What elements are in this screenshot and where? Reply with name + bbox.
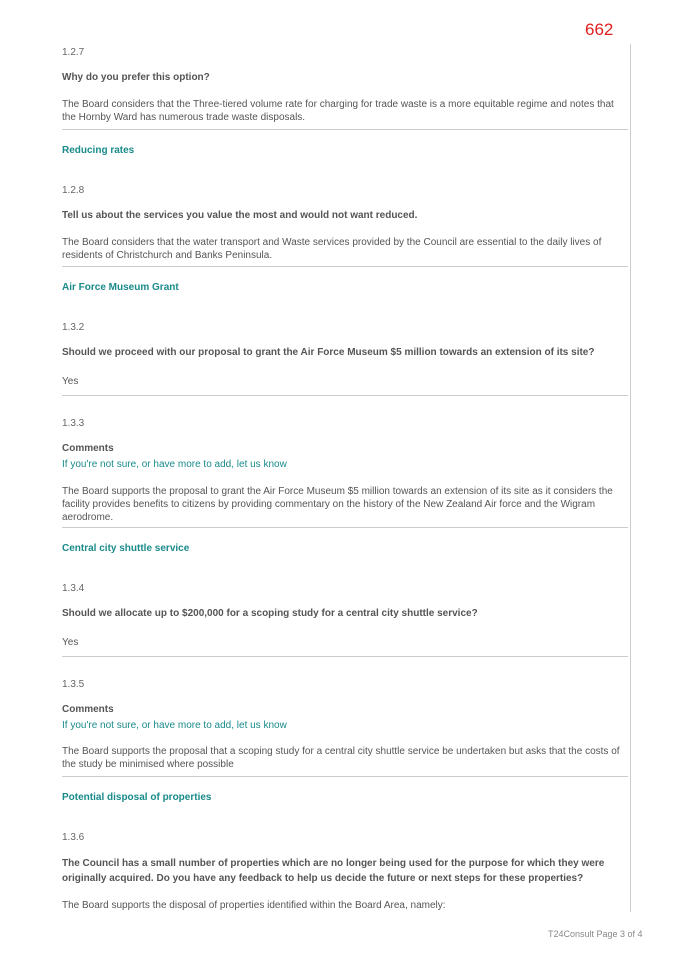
- comments-hint: If you're not sure, or have more to add, let us know: [62, 459, 287, 470]
- answer-text: The Board supports the proposal to grant the Air Force Museum $5 million towards an extension of its site as it considers the facility provides benefits to citizens by providing commentary on the history of the New Zealand Air force and the Wigram aerodrome.: [62, 486, 613, 523]
- answer-text: The Board considers that the water transport and Waste services provided by the Council are essential to the daily lives of residents of Christchurch and Banks Peninsula.: [62, 237, 602, 261]
- question-text: Should we proceed with our proposal to grant the Air Force Museum $5 million towards an extension of its site?: [62, 347, 595, 358]
- question-number: 1.3.4: [62, 583, 85, 594]
- divider: [62, 656, 628, 657]
- question-number: 1.3.2: [62, 322, 85, 333]
- answer-text: The Board supports the disposal of properties identified within the Board Area, namely:: [62, 900, 446, 911]
- section-heading: Central city shuttle service: [62, 543, 190, 554]
- question-text: Tell us about the services you value the most and would not want reduced.: [62, 210, 418, 221]
- question-number: 1.2.7: [62, 47, 85, 58]
- page-footer: T24Consult Page 3 of 4: [548, 929, 643, 939]
- right-border-line: [630, 44, 631, 912]
- comments-label: Comments: [62, 704, 114, 715]
- divider: [62, 527, 628, 528]
- question-number: 1.3.5: [62, 679, 85, 690]
- question-number: 1.3.3: [62, 418, 85, 429]
- comments-hint: If you're not sure, or have more to add, let us know: [62, 720, 287, 731]
- section-heading: Potential disposal of properties: [62, 792, 212, 803]
- question-number: 1.3.6: [62, 832, 85, 843]
- answer-text: Yes: [62, 637, 79, 648]
- answer-text: Yes: [62, 376, 79, 387]
- section-heading: Reducing rates: [62, 145, 135, 156]
- divider: [62, 776, 628, 777]
- divider: [62, 266, 628, 267]
- question-text: Why do you prefer this option?: [62, 72, 210, 83]
- divider: [62, 395, 628, 396]
- divider: [62, 129, 628, 130]
- answer-text: The Board supports the proposal that a scoping study for a central city shuttle service be undertaken but asks that the costs of the study be minimised where possible: [62, 746, 620, 770]
- question-number: 1.2.8: [62, 185, 85, 196]
- section-heading: Air Force Museum Grant: [62, 282, 179, 293]
- page-number: 662: [585, 20, 614, 39]
- question-text: The Council has a small number of properties which are no longer being used for the purpose for which they were originally acquired. Do you have any feedback to help us decide the future or next steps for these properties?: [62, 858, 605, 884]
- question-text: Should we allocate up to $200,000 for a scoping study for a central city shuttle service?: [62, 608, 478, 619]
- answer-text: The Board considers that the Three-tiered volume rate for charging for trade waste is a more equitable regime and notes that the Hornby Ward has numerous trade waste disposals.: [62, 99, 614, 123]
- comments-label: Comments: [62, 443, 114, 454]
